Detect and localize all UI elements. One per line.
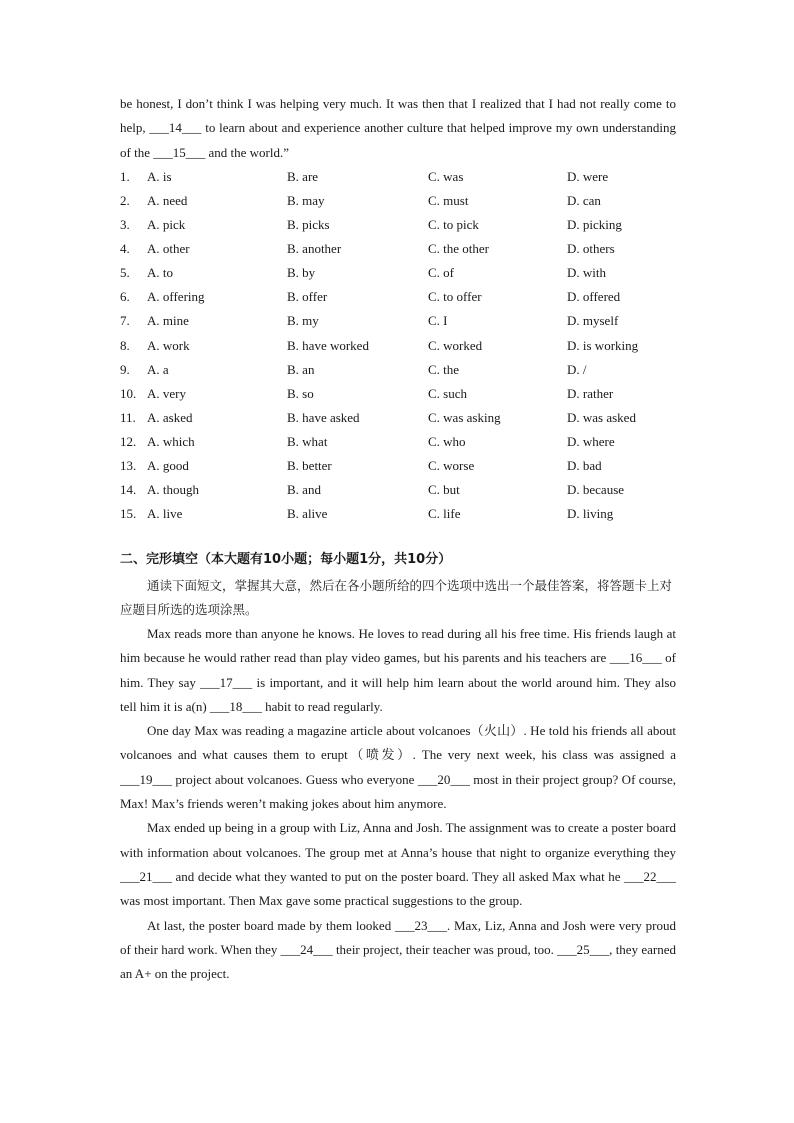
option-a: A. need xyxy=(147,192,188,208)
option-row xyxy=(120,382,676,406)
option-a: A. pick xyxy=(147,217,186,233)
option-row xyxy=(120,189,676,213)
option-b: B. better xyxy=(287,458,332,474)
option-b: B. have asked xyxy=(287,409,360,425)
option-d: D. offered xyxy=(567,289,621,305)
option-c: C. such xyxy=(428,385,467,401)
option-row xyxy=(120,406,676,430)
option-a: A. work xyxy=(147,337,190,353)
option-c: C. was asking xyxy=(428,409,501,425)
option-row xyxy=(120,430,676,454)
option-d: D. others xyxy=(567,241,615,257)
option-b: B. another xyxy=(287,241,342,257)
question-number: 15. xyxy=(120,506,137,522)
option-b: B. an xyxy=(287,361,315,377)
cloze-passage xyxy=(120,574,676,986)
option-row xyxy=(120,309,676,333)
passage-paragraph: Max reads more than anyone he knows. He loves to read during all his free time. His friends laugh at him because he would rather read than play video games, but his parents and his teachers are ___16___ of him. They say ___17___ is important, and it will help him learn about the world around him. They also tell him it is a(n) ___18___ habit to read regularly. xyxy=(120,626,676,714)
option-b: B. picks xyxy=(287,217,330,233)
option-a: A. offering xyxy=(147,289,205,305)
option-row xyxy=(120,478,676,502)
option-c: C. life xyxy=(428,506,461,522)
option-c: C. worse xyxy=(428,458,475,474)
option-d: D. myself xyxy=(567,313,619,329)
option-a: A. live xyxy=(147,506,183,522)
intro-paragraph: be honest, I don’t think I was helping very much. It was then that I realized that I had not really come to help, ___14___ to learn about and experience another culture that helped improve my own understanding of the ___15___ and the world.” xyxy=(120,96,676,160)
question-number: 13. xyxy=(120,458,137,474)
option-b: B. by xyxy=(287,265,316,281)
option-d: D. is working xyxy=(567,337,639,353)
section-heading: 二、完形填空（本大题有10小题；每小题1分，共10分） xyxy=(120,552,452,567)
option-d: D. / xyxy=(567,361,587,377)
option-b: B. may xyxy=(287,192,325,208)
option-d: D. because xyxy=(567,482,625,498)
question-number: 14. xyxy=(120,482,137,498)
option-a: A. good xyxy=(147,458,189,474)
option-row xyxy=(120,237,676,261)
option-c: C. but xyxy=(428,482,460,498)
option-b: B. so xyxy=(287,385,314,401)
option-row xyxy=(120,261,676,285)
option-row xyxy=(120,334,676,358)
option-a: A. mine xyxy=(147,313,189,329)
option-c: C. must xyxy=(428,192,469,208)
options-list xyxy=(120,165,676,526)
question-number: 1. xyxy=(120,168,130,184)
section-instruction: 通读下面短文，掌握其大意，然后在各小题所给的四个选项中选出一个最佳答案，将答题卡上对应题目所选的选项涂黑。 xyxy=(120,578,673,617)
passage-paragraph: Max ended up being in a group with Liz, Anna and Josh. The assignment was to create a poster board with information about volcanoes. The group met at Anna’s house that night to organize everything they ___21___ and decide what they wanted to put on the poster board. They all asked Max what he ___22___ was most important. Then Max gave some practical suggestions to the group. xyxy=(120,820,676,909)
option-d: D. living xyxy=(567,506,614,522)
option-b: B. and xyxy=(287,482,321,498)
option-c: C. the other xyxy=(428,241,490,257)
option-b: B. alive xyxy=(287,506,328,522)
question-number: 8. xyxy=(120,337,130,353)
option-d: D. rather xyxy=(567,385,614,401)
option-row xyxy=(120,454,676,478)
question-number: 9. xyxy=(120,361,130,377)
question-number: 5. xyxy=(120,265,130,281)
option-a: A. though xyxy=(147,482,199,498)
question-number: 10. xyxy=(120,385,137,401)
question-number: 7. xyxy=(120,313,130,329)
option-row xyxy=(120,165,676,189)
option-b: B. have worked xyxy=(287,337,369,353)
option-a: A. a xyxy=(147,361,169,377)
option-c: C. to pick xyxy=(428,217,479,233)
question-number: 11. xyxy=(120,409,136,425)
option-b: B. are xyxy=(287,168,319,184)
question-number: 3. xyxy=(120,217,130,233)
question-number: 4. xyxy=(120,241,130,257)
option-b: B. offer xyxy=(287,289,328,305)
option-d: D. was asked xyxy=(567,409,636,425)
option-b: B. my xyxy=(287,313,319,329)
option-c: C. worked xyxy=(428,337,483,353)
option-c: C. the xyxy=(428,361,460,377)
question-number: 6. xyxy=(120,289,130,305)
option-c: C. to offer xyxy=(428,289,482,305)
option-a: A. which xyxy=(147,433,195,449)
option-row xyxy=(120,502,676,526)
option-a: A. to xyxy=(147,265,173,281)
question-number: 12. xyxy=(120,433,137,449)
option-a: A. very xyxy=(147,385,186,401)
option-c: C. was xyxy=(428,168,464,184)
option-d: D. can xyxy=(567,192,601,208)
option-d: D. where xyxy=(567,433,615,449)
option-d: D. were xyxy=(567,168,609,184)
option-c: C. of xyxy=(428,265,454,281)
option-c: C. I xyxy=(428,313,448,329)
option-b: B. what xyxy=(287,433,328,449)
option-row xyxy=(120,213,676,237)
passage-paragraph: One day Max was reading a magazine article about volcanoes（火山）. He told his friends all about volcanoes and what causes them to erupt（喷发）. The very next week, his class was assigned a ___19___ project about volcanoes. Guess who everyone ___20___ most in their project group? Of course, Max! Max’s friends weren’t making jokes about him anymore. xyxy=(120,723,676,812)
question-number: 2. xyxy=(120,192,130,208)
option-row xyxy=(120,358,676,382)
passage-paragraph: At last, the poster board made by them looked ___23___. Max, Liz, Anna and Josh were very proud of their hard work. When they ___24___ their project, their teacher was proud, too. ___25___, they earned an A+ on the project. xyxy=(120,917,676,982)
option-d: D. bad xyxy=(567,458,602,474)
option-d: D. picking xyxy=(567,217,622,233)
option-a: A. other xyxy=(147,241,190,257)
page-content xyxy=(120,92,676,982)
option-row xyxy=(120,285,676,309)
option-a: A. is xyxy=(147,168,172,184)
option-d: D. with xyxy=(567,265,606,281)
option-a: A. asked xyxy=(147,409,193,425)
option-c: C. who xyxy=(428,433,466,449)
